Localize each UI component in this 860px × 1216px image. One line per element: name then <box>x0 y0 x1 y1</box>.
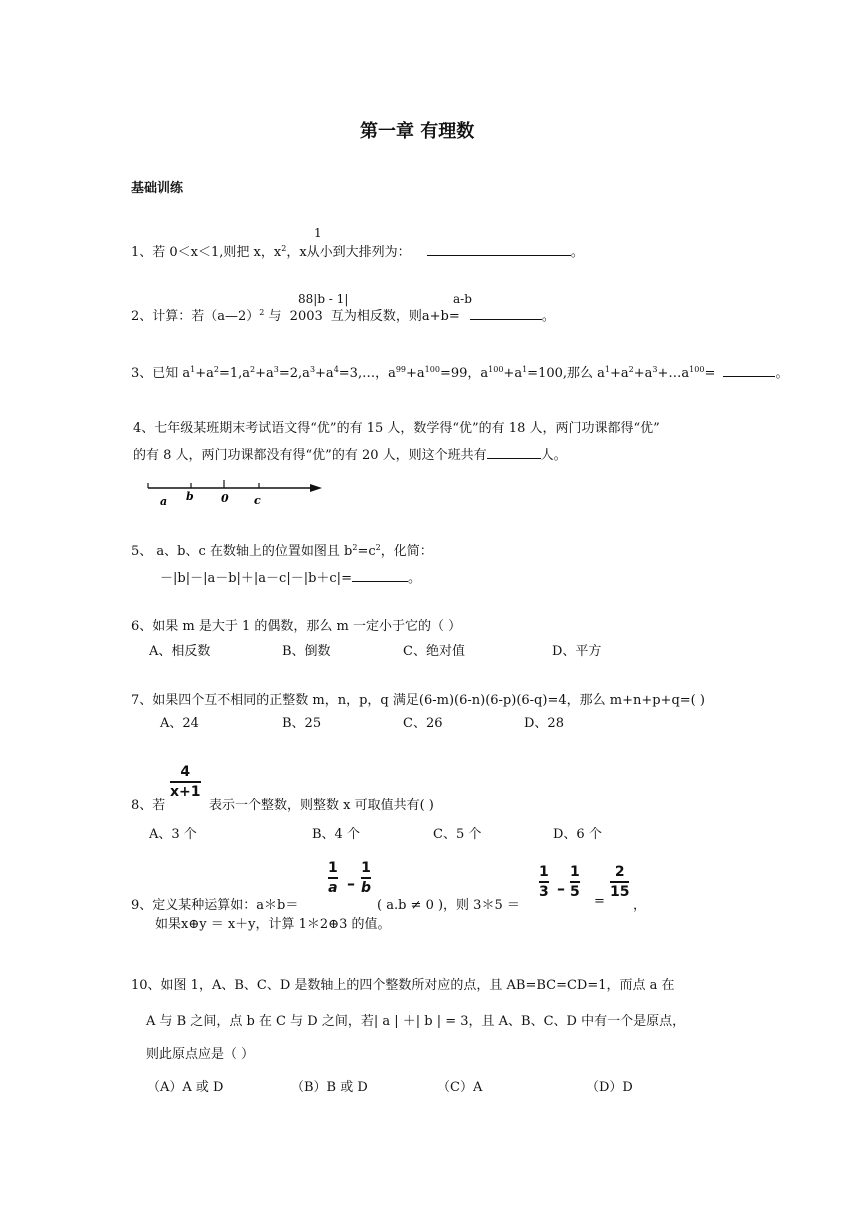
q8-fraction <box>170 764 201 800</box>
q4-end: 人。 <box>540 448 567 463</box>
question-10-line-3: 则此原点应是（ ） <box>146 1047 255 1062</box>
q2-answer-blank[interactable] <box>470 307 542 320</box>
q3-t20: =100,那么 a <box>527 366 605 381</box>
q1-fraction-numerator: 1 <box>314 226 322 240</box>
q9-fraction-2 <box>361 860 371 896</box>
q9-f4-bar <box>570 881 580 883</box>
number-line-label-a: a <box>160 495 168 508</box>
question-3 <box>131 362 789 381</box>
section-heading: 基础训练 <box>131 181 184 196</box>
q5-answer-blank[interactable] <box>352 569 408 582</box>
q3-s25: 3 <box>652 365 658 374</box>
q7-option-a[interactable]: A、24 <box>160 716 199 731</box>
question-8-stem: 表示一个整数，则整数 x 可取值共有( ) <box>209 798 434 813</box>
q3-t0: 3、已知 a <box>131 366 191 381</box>
q2-sup: 2 <box>259 308 265 317</box>
page-title: 第一章 有理数 <box>360 121 475 142</box>
q8-option-d[interactable]: D、6 个 <box>553 827 602 842</box>
number-line-arrow <box>310 484 322 492</box>
q4-answer-blank[interactable] <box>487 446 541 459</box>
q9-prefix: 9、定义某种运算如：a＊b＝ <box>131 898 299 913</box>
q9-fraction-4 <box>570 864 580 900</box>
q9-minus: – <box>347 874 355 893</box>
q6-option-d[interactable]: D、平方 <box>552 644 602 659</box>
q3-s21: 1 <box>604 365 610 374</box>
q9-f5-bar <box>610 881 629 883</box>
q9-f1-numerator: 1 <box>328 860 338 876</box>
q3-t12: =3,…，a <box>338 366 396 381</box>
q9-comma: ， <box>633 898 647 913</box>
q2-above-text-2: a-b <box>453 292 472 306</box>
q5-text-a: 5、 a、b、c 在数轴上的位置如图且 b <box>131 544 353 559</box>
q3-t4: =1,a <box>219 366 251 381</box>
q9-equals: = <box>594 894 605 909</box>
q3-t18: +a <box>503 366 523 381</box>
question-7-stem: 7、如果四个互不相同的正整数 m，n，p，q 满足(6-m)(6-n)(6-p)(6-q)=4，那么 m+n+p+q=( ) <box>131 693 705 708</box>
q9-fraction-1 <box>328 860 338 896</box>
q3-t6: +a <box>255 366 274 381</box>
q6-option-c[interactable]: C、绝对值 <box>403 644 465 659</box>
q9-fraction-5 <box>610 864 629 900</box>
q8-fraction-numerator: 4 <box>180 764 191 780</box>
q3-t28: = <box>704 366 716 381</box>
q5-sup-1: 2 <box>352 543 358 552</box>
q3-s9: 3 <box>309 365 316 374</box>
q3-s19: 1 <box>522 365 528 374</box>
q3-s3: 2 <box>213 365 219 374</box>
q3-end: 。 <box>775 366 789 381</box>
q1-text-a: 1、若 0＜x＜1,则把 x，x <box>131 245 282 260</box>
number-line-label-b: b <box>186 490 194 503</box>
q3-s13: 99 <box>395 365 407 374</box>
q9-f4-denominator: 5 <box>570 884 580 900</box>
q9-f5-numerator: 2 <box>614 864 625 880</box>
q3-s11: 4 <box>333 365 339 374</box>
q3-answer-blank[interactable] <box>723 364 775 377</box>
q9-f2-bar <box>361 877 371 879</box>
q7-option-c[interactable]: C、26 <box>403 716 443 731</box>
q1-sup: 2 <box>281 244 287 253</box>
q9-minus-2: – <box>557 879 565 898</box>
question-6-stem: 6、如果 m 是大于 1 的偶数，那么 m 一定小于它的（ ） <box>131 619 462 634</box>
question-2 <box>131 305 555 324</box>
q7-option-d[interactable]: D、28 <box>524 716 564 731</box>
q10-option-a[interactable]: （A）A 或 D <box>147 1080 224 1095</box>
question-1 <box>131 241 584 260</box>
q8-option-b[interactable]: B、4 个 <box>312 827 360 842</box>
q5-text-b: =c <box>357 544 376 559</box>
q3-s1: 1 <box>190 365 196 374</box>
q3-t10: +a <box>315 366 334 381</box>
number-line-figure <box>144 478 334 508</box>
q2-number: 2003 <box>289 309 323 324</box>
q4-line-2-text: 的有 8 人，两门功课都没有得“优”的有 20 人，则这个班共有 <box>133 448 487 463</box>
q3-t22: +a <box>610 366 629 381</box>
q6-option-a[interactable]: A、相反数 <box>149 644 211 659</box>
question-4-line-1: 4、七年级某班期末考试语文得“优”的有 15 人，数学得“优”的有 18 人，两门功课都得“优” <box>133 421 660 436</box>
question-4-line-2 <box>133 444 567 463</box>
q9-condition: ( a.b ≠ 0 )，则 3＊5 ＝ <box>377 898 520 913</box>
q9-f3-numerator: 1 <box>539 864 549 880</box>
q9-f1-denominator: a <box>328 880 338 896</box>
q3-s27: 100 <box>689 365 705 374</box>
q1-text-c: x从小到大排列为： <box>299 245 411 260</box>
question-10-line-1: 10、如图 1，A、B、C、D 是数轴上的四个整数所对应的点，且 AB=BC=CD=1，而点 a 在 <box>131 978 675 993</box>
q8-option-c[interactable]: C、5 个 <box>433 827 482 842</box>
q2-above-text: 88|b - 1| <box>298 292 349 306</box>
number-line-label-0: 0 <box>221 492 229 505</box>
q9-fraction-3 <box>539 864 549 900</box>
q3-s5: 2 <box>250 365 256 374</box>
q2-text-a: 2、计算：若（a—2） <box>131 309 260 324</box>
q1-answer-blank[interactable] <box>427 243 571 256</box>
q9-f3-bar <box>539 881 549 883</box>
q3-t8: =2,a <box>278 366 310 381</box>
q10-option-b[interactable]: （B）B 或 D <box>291 1080 368 1095</box>
q6-option-b[interactable]: B、倒数 <box>282 644 331 659</box>
number-line-label-c: c <box>254 494 261 507</box>
q1-end: 。 <box>570 245 584 260</box>
q5-text-c: ，化简： <box>380 544 433 559</box>
q3-s23: 2 <box>628 365 634 374</box>
q5-end: 。 <box>407 571 421 586</box>
q3-t16: =99，a <box>439 366 489 381</box>
q3-s7: 3 <box>273 365 279 374</box>
q8-fraction-denominator: x+1 <box>170 784 201 800</box>
question-10-line-2: A 与 B 之间，点 b 在 C 与 D 之间，若| a | ＋| b | = 3，且 A、B、C、D 中有一个是原点， <box>146 1014 686 1029</box>
q1-text-b: ， <box>286 245 300 260</box>
q2-text-c: 互为相反数，则a+b= <box>330 309 460 324</box>
q3-t2: +a <box>195 366 214 381</box>
q7-option-b[interactable]: B、25 <box>282 716 322 731</box>
q2-text-b: 与 <box>264 309 282 324</box>
q9-f5-denominator: 15 <box>610 884 630 900</box>
question-5-line-1 <box>131 540 433 559</box>
q8-fraction-bar <box>170 781 201 783</box>
q8-prefix: 8、若 <box>131 798 166 813</box>
q2-end: 。 <box>541 309 555 324</box>
q5-sup-2: 2 <box>375 543 381 552</box>
q9-f2-numerator: 1 <box>361 860 371 876</box>
q9-f4-numerator: 1 <box>570 864 580 880</box>
q9-f3-denominator: 3 <box>539 884 549 900</box>
q8-option-a[interactable]: A、3 个 <box>149 827 197 842</box>
q3-s17: 100 <box>488 365 504 374</box>
q5-expression: －|b|－|a－b|＋|a－c|－|b＋c|= <box>160 571 352 586</box>
question-5-line-2 <box>160 567 421 586</box>
q10-option-c[interactable]: （C）A <box>437 1080 483 1095</box>
q9-f1-bar <box>328 877 338 879</box>
q3-s15: 100 <box>424 365 440 374</box>
q3-t24: +a <box>633 366 653 381</box>
q3-t26: +…a <box>657 366 690 381</box>
q3-t14: +a <box>406 366 425 381</box>
q10-option-d[interactable]: （D）D <box>586 1080 633 1095</box>
q9-f2-denominator: b <box>361 880 372 896</box>
question-9-line-2: 如果x⊕y ＝ x＋y，计算 1＊2⊕3 的值。 <box>155 917 391 932</box>
